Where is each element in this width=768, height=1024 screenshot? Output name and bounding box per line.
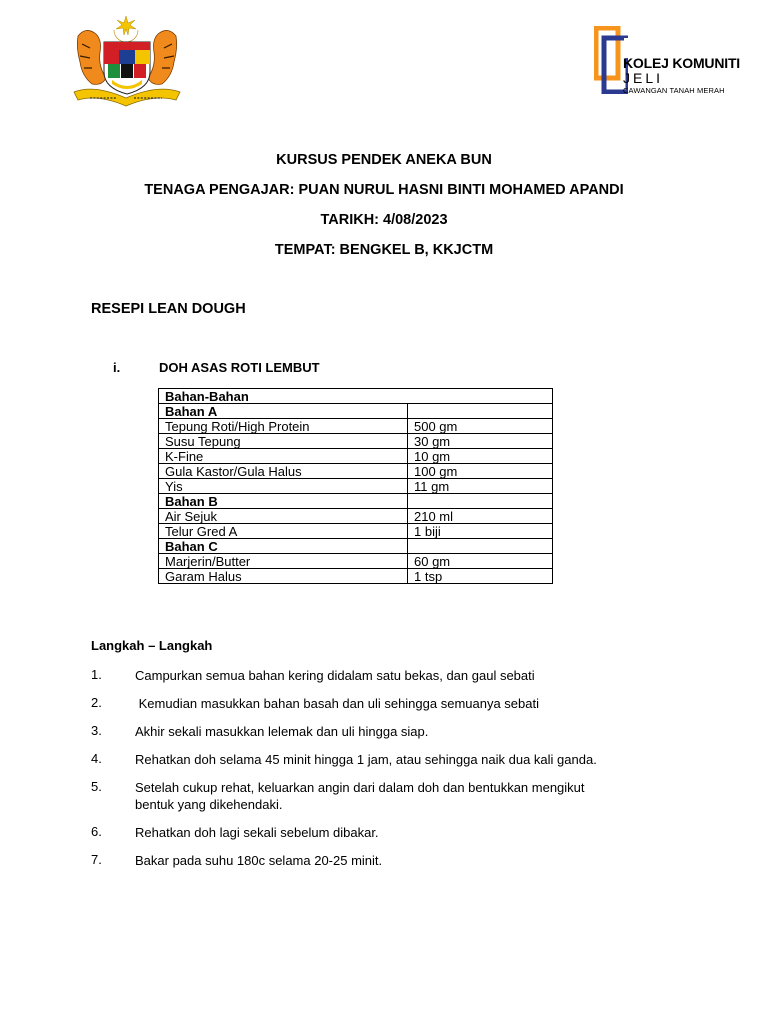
group-qty-empty	[408, 494, 553, 509]
ingredient-qty: 11 gm	[408, 479, 553, 494]
ingredient-name: Garam Halus	[159, 569, 408, 584]
subsection-title: DOH ASAS ROTI LEMBUT	[159, 360, 320, 375]
ingredient-name: Susu Tepung	[159, 434, 408, 449]
step-number: 3.	[91, 723, 102, 738]
step-number: 7.	[91, 852, 102, 867]
ingredient-name: K-Fine	[159, 449, 408, 464]
instructor-line: TENAGA PENGAJAR: PUAN NURUL HASNI BINTI MOHAMED APANDI	[144, 182, 624, 198]
ingredient-table-body	[159, 389, 553, 584]
ingredient-name: Marjerin/Butter	[159, 554, 408, 569]
ingredient-qty: 500 gm	[408, 419, 553, 434]
ingredient-name: Gula Kastor/Gula Halus	[159, 464, 408, 479]
group-name: Bahan C	[159, 539, 408, 554]
table-row	[159, 449, 553, 464]
table-row	[159, 479, 553, 494]
table-row	[159, 509, 553, 524]
recipe-title: RESEPI LEAN DOUGH	[91, 301, 246, 317]
table-row	[159, 434, 553, 449]
ingredient-qty: 100 gm	[408, 464, 553, 479]
document-title: KURSUS PENDEK ANEKA BUN	[276, 152, 492, 168]
step-number: 2.	[91, 695, 102, 710]
ingredient-name: Yis	[159, 479, 408, 494]
ingredient-qty: 1 tsp	[408, 569, 553, 584]
table-row	[159, 569, 553, 584]
table-caption: Bahan-Bahan	[159, 389, 553, 404]
ingredient-qty: 210 ml	[408, 509, 553, 524]
table-group-row	[159, 494, 553, 509]
group-qty-empty	[408, 539, 553, 554]
step-text: Bakar pada suhu 180c selama 20-25 minit.	[135, 853, 383, 868]
table-group-row	[159, 404, 553, 419]
step-text: Setelah cukup rehat, keluarkan angin dari dalam doh dan bentukkan mengikut bentuk yang dikehendaki.	[135, 780, 585, 812]
ingredient-name: Telur Gred A	[159, 524, 408, 539]
table-row	[159, 419, 553, 434]
step-text: Kemudian masukkan bahan basah dan uli sehingga semuanya sebati	[135, 696, 539, 711]
table-row	[159, 524, 553, 539]
ingredient-qty: 10 gm	[408, 449, 553, 464]
table-group-row	[159, 539, 553, 554]
table-row	[159, 554, 553, 569]
group-qty-empty	[408, 404, 553, 419]
ingredient-qty: 1 biji	[408, 524, 553, 539]
venue-line: TEMPAT: BENGKEL B, KKJCTM	[274, 242, 494, 258]
college-logo-text	[623, 56, 740, 95]
ingredient-name: Tepung Roti/High Protein	[159, 419, 408, 434]
step-text: Akhir sekali masukkan lelemak dan uli hingga siap.	[135, 724, 429, 739]
college-location: JELI	[623, 70, 664, 86]
group-name: Bahan A	[159, 404, 408, 419]
step-number: 6.	[91, 824, 102, 839]
college-name: KOLEJ KOMUNITI	[623, 55, 740, 71]
steps-title: Langkah – Langkah	[91, 638, 213, 653]
step-number: 5.	[91, 779, 102, 794]
step-text: Campurkan semua bahan kering didalam satu bekas, dan gaul sebati	[135, 668, 535, 683]
table-caption-row	[159, 389, 553, 404]
date-line: TARIKH: 4/08/2023	[320, 212, 448, 228]
group-name: Bahan B	[159, 494, 408, 509]
step-number: 4.	[91, 751, 102, 766]
table-row	[159, 464, 553, 479]
step-number: 1.	[91, 667, 102, 682]
college-branch: CAWANGAN TANAH MERAH	[623, 86, 725, 95]
ingredient-table	[158, 388, 553, 584]
ingredient-name: Air Sejuk	[159, 509, 408, 524]
step-text: Rehatkan doh selama 45 minit hingga 1 jam, atau sehingga naik dua kali ganda.	[135, 752, 597, 767]
step-text: Rehatkan doh lagi sekali sebelum dibakar.	[135, 825, 379, 840]
malaysia-coat-of-arms-icon	[68, 14, 186, 110]
ingredient-qty: 30 gm	[408, 434, 553, 449]
kolej-komuniti-logo	[594, 26, 744, 104]
subsection-numeral: i.	[113, 360, 121, 375]
ingredient-qty: 60 gm	[408, 554, 553, 569]
